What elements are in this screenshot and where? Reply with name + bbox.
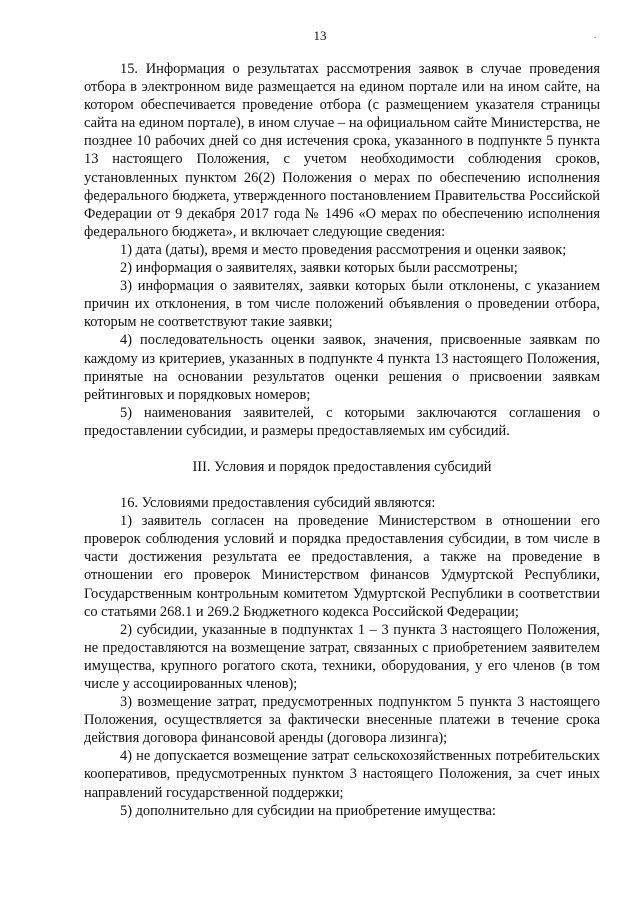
list-item-16-5: 5) дополнительно для субсидии на приобретение имущества:: [120, 802, 496, 819]
page-number: 13: [313, 28, 327, 43]
list-item-16-1: 1) заявитель согласен на проведение Министерством в отношении его проверок соблюдения условий и порядка предоставления субсидии, в том числе в части достижения результата ее предоставления, а также на проведение в отношении его проверок Министерством финансов Удмуртской Республики, Государственным контрольным комитетом Удмуртской Республики в соответствии со статьями 268.1 и 269.2 Бюджетного кодекса Российской Федерации;: [84, 513, 600, 620]
list-item-15-1: 1) дата (даты), время и место проведения рассмотрения и оценки заявок;: [120, 241, 567, 258]
list-item-15-3: 3) информация о заявителях, заявки которых были отклонены, с указанием причин их отклонения, в том числе положений объявления о проведении отбора, которым не соответствуют такие заявки;: [84, 278, 600, 331]
list-item-16-2: 2) субсидии, указанные в подпунктах 1 – 3 пункта 3 настоящего Положения, не предоставляются на возмещение затрат, связанных с приобретением заявителем имущества, крупного рогатого скота, техники, оборудования, у его членов (в том числе у ассоциированных членов);: [84, 621, 600, 692]
document-body: [84, 60, 600, 820]
list-item-15-5: 5) наименования заявителей, с которыми заключаются соглашения о предоставлении субсидии, и размеры предоставляемых им субсидий.: [84, 404, 600, 439]
corner-mark: .: [594, 30, 597, 40]
list-item-16-4: 4) не допускается возмещение затрат сельскохозяйственных потребительских кооперативов, предусмотренных пунктом 3 настоящего Положения, за счет иных направлений государственной поддержки;: [84, 748, 600, 801]
list-item-16-3: 3) возмещение затрат, предусмотренных подпунктом 5 пункта 3 настоящего Положения, осуществляется за фактически внесенные платежи в течение срока действия договора финансовой аренды (договора лизинга);: [84, 694, 600, 747]
list-item-15-4: 4) последовательность оценки заявок, значения, присвоенные заявкам по каждому из критериев, указанных в подпункте 4 пункта 13 настоящего Положения, принятые на основании результатов оценки решения о присвоении заявкам рейтинговых и порядковых номеров;: [84, 332, 600, 403]
list-item-15-2: 2) информация о заявителях, заявки которых были рассмотрены;: [120, 260, 518, 277]
section-heading: III. Условия и порядок предоставления субсидий: [192, 458, 492, 475]
paragraph-15: 15. Информация о результатах рассмотрения заявок в случае проведения отбора в электронном виде размещается на едином портале или на ином сайте, на котором обеспечивается проведение отбора (с размещением указателя страницы сайта на едином портале), в ином случае – на официальном сайте Министерства, не позднее 10 рабочих дней со дня истечения срока, указанного в подпункте 5 пункта 13 настоящего Положения, с учетом необходимости соблюдения сроков, установленных пунктом 26(2) Положения о мерах по обеспечению исполнения федерального бюджета, утвержденного постановлением Правительства Российской Федерации от 9 декабря 2017 года № 1496 «О мерах по обеспечению исполнения федерального бюджета», и включает следующие сведения:: [84, 61, 600, 240]
paragraph-16: 16. Условиями предоставления субсидий являются:: [120, 495, 436, 512]
